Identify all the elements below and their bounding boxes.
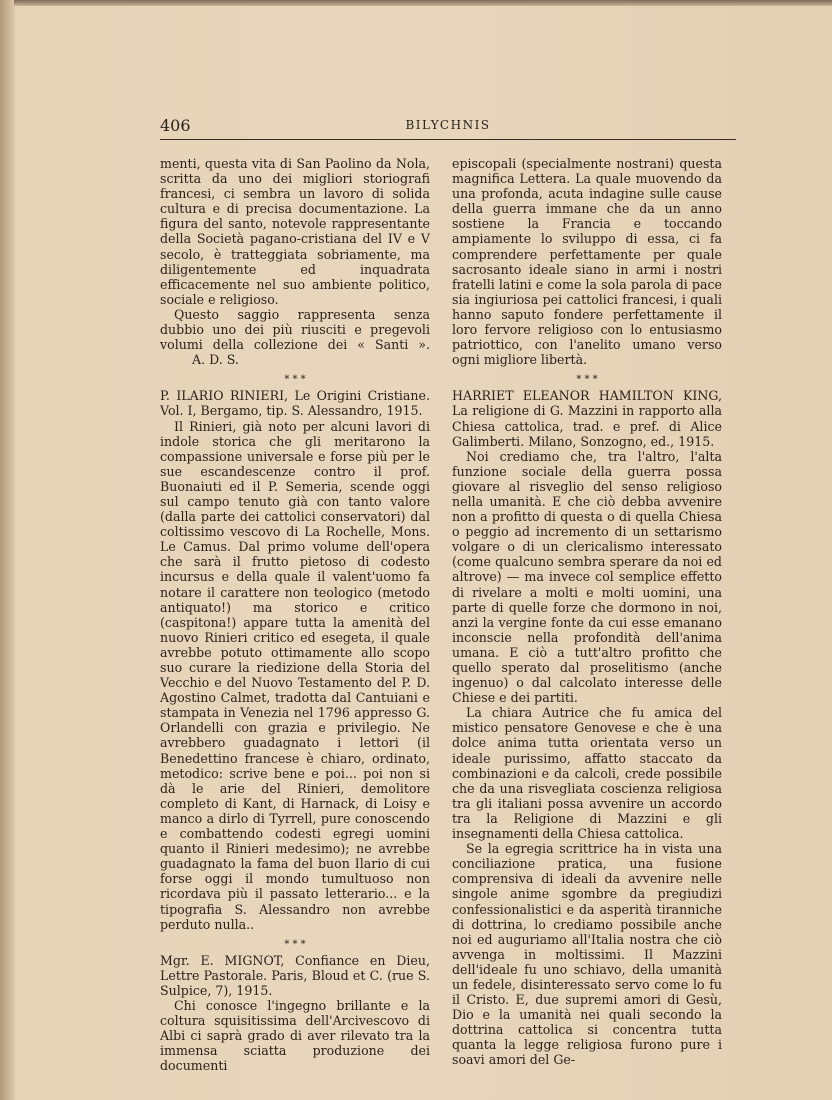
running-title: BILYCHNIS [405,118,491,132]
paragraph [160,307,430,367]
paragraph: episcopali (specialmente nostrani) questa magnifica Lettera. La quale muovendo da una profonda, acuta indagine sulle cause della guerra immane che da un anno sostiene la Francia e toccando ampiamente lo sviluppo di essa, ci fa comprendere perfettamente per quale sacrosanto ideale siano in armi i nostri fratelli latini e come la sola parola di pace sia ingiuriosa pei cattolici francesi, i quali hanno saputo fondere perfettamente il loro fervore religioso con lo entusiasmo patriottico, con l'anelito umano verso ogni migliore libertà. [452,156,722,368]
right-column [452,156,722,1068]
paragraph: Il Rinieri, già noto per alcuni lavori di indole storica che gli meritarono la compassione universale e forse più per le sue escandescenze contro il prof. Buonaiuti ed il P. Semeria, scende oggi sul campo tenuto già con tanto valore (dalla parte dei cattolici conservatori) dal coltissimo vescovo di La Rochelle, Mons. Le Camus. Dal primo volume dell'opera che sarà il frutto pietoso di codesto incursus e della quale il valent'uomo fa notare il carattere non teologico (metodo antiquato!) ma storico e critico (caspitona!) appare tutta la amenità del nuovo Rinieri critico ed esegeta, il quale avrebbe potuto ottimamente allo scopo suo curare la riedizione della Storia del Vecchio e del Nuovo Testamento del P. D. Agostino Calmet, tradotta dal Cantuiani e stampata in Venezia nel 1796 appresso G. Orlandelli con grazia e privilegio. Ne avrebbero guadagnato i lettori (il Benedettino francese è chiaro, ordinato, metodico: scrive bene e poi... poi non si dà le arie del Rinieri, demolitore completo di Kant, di Harnack, di Loisy e manco a dirlo di Tyrrell, pure conoscendo e combattendo codesti egregi uomini quanto il Rinieri medesimo); ne avrebbe guadagnato la fama del buon Ilario di cui forse oggi il mondo tumultuoso non ricordava più il passato letterario... e la tipografia S. Alessandro non avrebbe perduto nulla.. [160,418,430,932]
review-heading: Mgr. E. MIGNOT, Confiance en Dieu, Lettre Pastorale. Paris, Bloud et C. (rue S. Sulpice, 7), 1915. [160,952,430,998]
review-heading: HARRIET ELEANOR HAMILTON KING, La religione di G. Mazzini in rapporto alla Chiesa cattolica, trad. e pref. di Alice Galimberti. Milano, Sonzogno, ed., 1915. [452,388,722,449]
paragraph: menti, questa vita di San Paolino da Nola, scritta da uno dei migliori storiografi francesi, ci sembra un lavoro di solida cultura e di precisa documentazione. La figura del santo, notevole rappresentante della Società pagano-cristiana del IV e V secolo, è tratteggiata sobriamente, ma diligentemente ed inquadrata efficacemente nel suo ambiente politico, sociale e religioso. [160,156,430,307]
header-rule [160,139,736,140]
page-binding-edge [0,0,14,1100]
page-number: 406 [160,116,191,135]
section-separator: * * * [576,374,598,386]
paragraph-text: Questo saggio rappresenta senza dubbio uno dei più riusciti e pregevoli volumi della collezione dei « Santi ». [160,306,430,353]
section-separator: * * * [284,374,306,386]
paragraph: Se la egregia scrittrice ha in vista una conciliazione pratica, una fusione comprensiva di ideali da avvenire nelle singole anime sgombre da pregiudizi confessionalistici e da asperità tiranniche di dottrina, lo crediamo possibile anche noi ed auguriamo all'Italia nostra che ciò avvenga in moltissimi. Il Mazzini dell'ideale fu uno schiavo, della umanità un fedele, disinteressato servo come lo fu il Cristo. E, due supremi amori di Gesù, Dio e la umanità nei quali secondo la dottrina cattolica si concentra tutta quanta la legge religiosa furono pure i soavi amori del Ge- [452,841,722,1068]
review-heading: P. ILARIO RINIERI, Le Origini Cristiane. Vol. I, Bergamo, tip. S. Alessandro, 1915. [160,388,430,419]
page-header [160,116,736,140]
left-column [160,156,430,1073]
paragraph: Noi crediamo che, tra l'altro, l'alta funzione sociale della guerra possa giovare al risveglio del senso religioso nella umanità. E che ciò debba avvenire non a profitto di questa o di quella Chiesa o peggio ad incremento di un settarismo volgare o di un clericalismo interessato (come qualcuno sembra sperare da noi ed altrove) — ma invece col semplice effetto di rivelare a molti e molti uomini, una parte di quelle forze che dormono in noi, anzi la vergine fonte da cui esse emanano inconscie nella profondità dell'anima umana. E ciò a tutt'altro profitto che quello sperato dal proselitismo (anche ingenuo) o dal calcolato interesse delle Chiese e dei partiti. [452,448,722,706]
page-top-edge [0,0,832,6]
section-separator: * * * [284,938,306,950]
paragraph: La chiara Autrice che fu amica del mistico pensatore Genovese e che è una dolce anima tutta orientata verso un ideale purissimo, affatto staccato da combinazioni e da calcoli, crede possibile che da una risvegliata coscienza religiosa tra gli italiani possa avvenire un accordo tra la Religione di Mazzini e gli insegnamenti della Chiesa cattolica. [452,705,722,842]
paragraph: Chi conosce l'ingegno brillante e la coltura squisitissima dell'Arcivescovo di Albi ci saprà grado di aver rilevato tra la immensa sciatta produzione dei documenti [160,997,430,1074]
signature: A. D. S. [192,352,239,368]
